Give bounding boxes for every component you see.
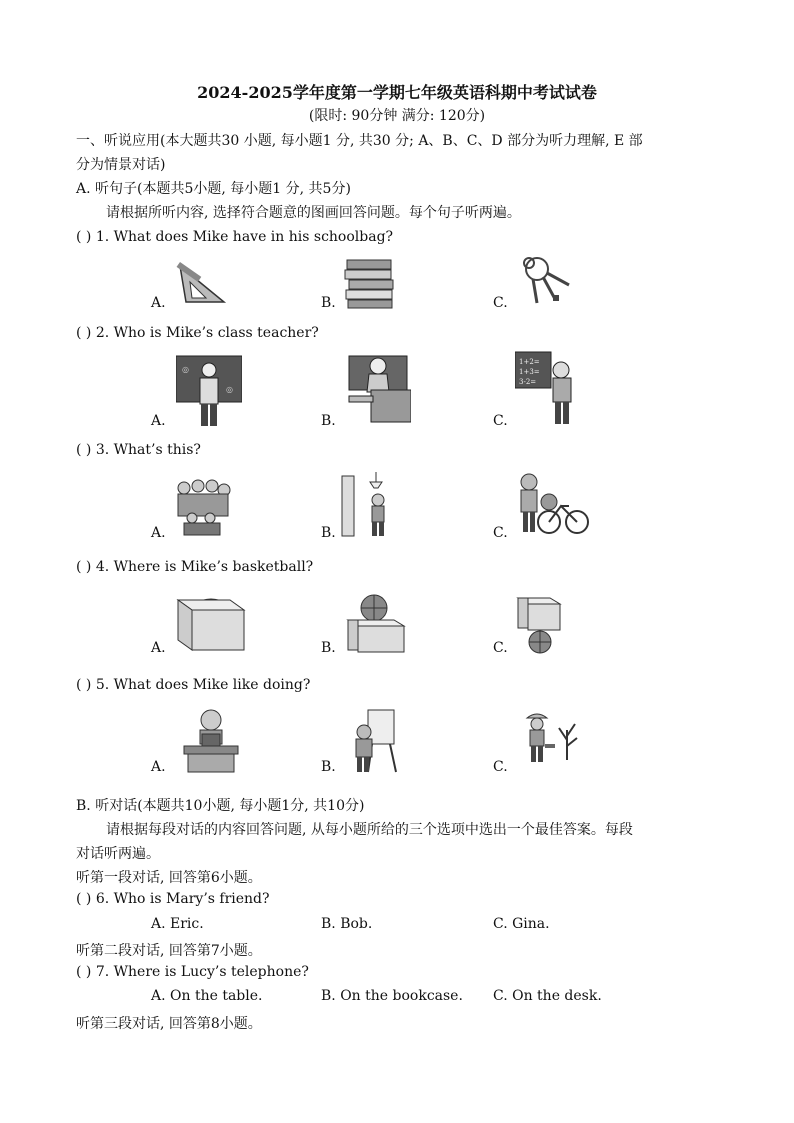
ball-in-box-icon xyxy=(176,596,246,652)
ball-under-box-icon xyxy=(516,594,562,654)
q2-option-b: B. xyxy=(321,413,336,429)
q3-option-b: B. xyxy=(321,525,336,541)
svg-text:◎: ◎ xyxy=(182,365,189,374)
section-a-instruction: 请根据所听内容, 选择符合题意的图画回答问题。每个句子听两遍。 xyxy=(106,205,521,221)
ball-on-box-icon xyxy=(346,594,406,654)
q4-option-a: A. xyxy=(151,640,166,656)
old-teacher-icon xyxy=(515,350,581,426)
q3-option-c: C. xyxy=(493,525,508,541)
keys-icon xyxy=(515,255,573,307)
woman-at-desk-icon xyxy=(345,350,411,424)
q5-option-c: C. xyxy=(493,759,508,775)
q6-option-b: B. Bob. xyxy=(321,916,373,932)
q7-option-a: A. On the table. xyxy=(151,988,263,1004)
dialog-1-label: 听第一段对话, 回答第6小题。 xyxy=(76,870,262,886)
svg-text:1+2=: 1+2= xyxy=(519,358,540,366)
q2-option-c: C. xyxy=(493,413,508,429)
svg-text:1+3=: 1+3= xyxy=(519,368,540,376)
question-7: ( ) 7. Where is Lucy’s telephone? xyxy=(76,964,309,980)
q7-option-c: C. On the desk. xyxy=(493,988,602,1004)
reading-icon xyxy=(182,708,240,774)
q6-option-a: A. Eric. xyxy=(151,916,204,932)
dialog-3-label: 听第三段对话, 回答第8小题。 xyxy=(76,1016,262,1032)
section-b-instruction-line1: 请根据每段对话的内容回答问题, 从每小题所给的三个选项中选出一个最佳答案。每段 xyxy=(106,822,633,838)
q7-option-b: B. On the bookcase. xyxy=(321,988,463,1004)
section-b-instruction-line2: 对话听两遍。 xyxy=(76,846,160,862)
question-5: ( ) 5. What does Mike like doing? xyxy=(76,677,311,693)
q2-option-a: A. xyxy=(151,413,166,429)
drawing-icon xyxy=(350,708,402,774)
set-square-icon xyxy=(176,260,228,306)
svg-text:◎: ◎ xyxy=(226,385,233,394)
section-a-heading: A. 听句子(本题共5小题, 每小题1 分, 共5分) xyxy=(76,181,351,197)
boy-with-bike-icon xyxy=(515,472,589,536)
family-photo-icon xyxy=(172,478,234,536)
gardening-icon xyxy=(523,710,583,764)
books-icon xyxy=(343,254,399,310)
man-at-blackboard-icon xyxy=(176,352,242,428)
svg-text:3-2=: 3-2= xyxy=(519,378,537,386)
q4-option-b: B. xyxy=(321,640,336,656)
part1-heading-line2: 分为情景对话) xyxy=(76,157,166,173)
part1-heading-line1: 一、听说应用(本大题共30 小题, 每小题1 分, 共30 分; A、B、C、D 部分为听力理解, E 部 xyxy=(76,133,643,149)
question-6: ( ) 6. Who is Mary’s friend? xyxy=(76,891,270,907)
q6-option-c: C. Gina. xyxy=(493,916,550,932)
boy-at-door-icon xyxy=(340,472,392,538)
q4-option-c: C. xyxy=(493,640,508,656)
question-3: ( ) 3. What’s this? xyxy=(76,442,201,458)
q1-option-a: A. xyxy=(151,295,166,311)
section-b-heading: B. 听对话(本题共10小题, 每小题1分, 共10分) xyxy=(76,798,365,814)
question-4: ( ) 4. Where is Mike’s basketball? xyxy=(76,559,314,575)
dialog-2-label: 听第二段对话, 回答第7小题。 xyxy=(76,943,262,959)
question-2: ( ) 2. Who is Mike’s class teacher? xyxy=(76,325,319,341)
q1-option-b: B. xyxy=(321,295,336,311)
q5-option-b: B. xyxy=(321,759,336,775)
q5-option-a: A. xyxy=(151,759,166,775)
q3-option-a: A. xyxy=(151,525,166,541)
exam-title: 2024-2025学年度第一学期七年级英语科期中考试试卷 xyxy=(197,83,597,102)
question-1: ( ) 1. What does Mike have in his schoolbag? xyxy=(76,229,394,245)
q1-option-c: C. xyxy=(493,295,508,311)
exam-subtitle: (限时: 90分钟 满分: 120分) xyxy=(308,108,486,124)
